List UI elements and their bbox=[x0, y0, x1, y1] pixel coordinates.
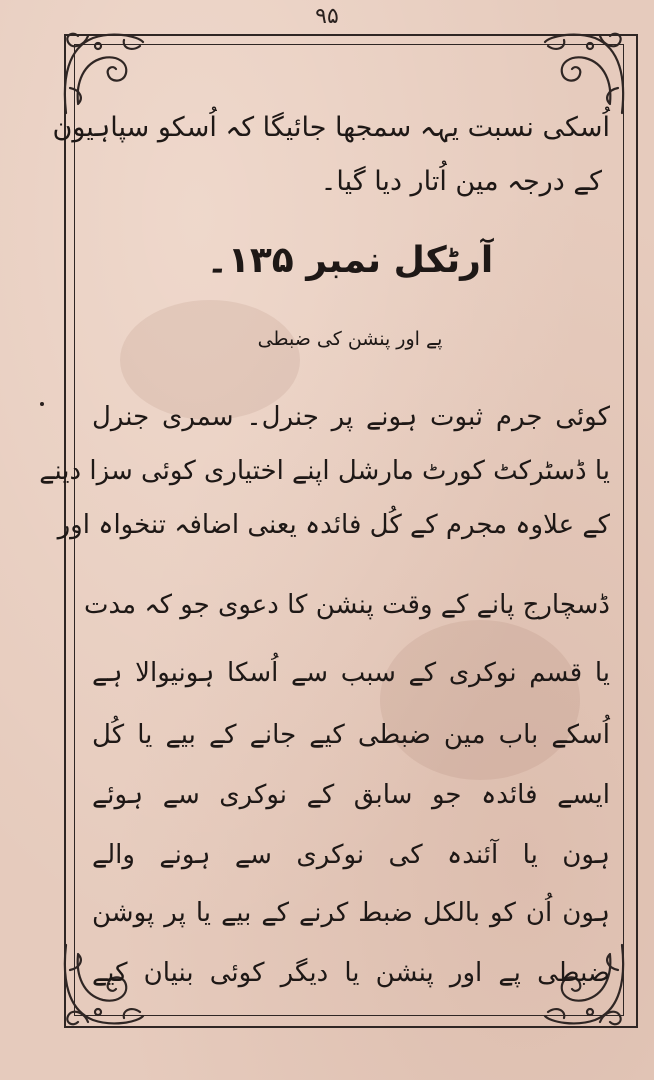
body-line: ہون یا آئندہ کی نوکری سے ہونے والے bbox=[92, 840, 610, 870]
body-line: ایسے فائدہ جو سابق کے نوکری سے ہوئے bbox=[92, 780, 610, 810]
body-line: کوئی جرم ثبوت ہونے پر جنرل۔ سمری جنرل bbox=[92, 402, 610, 432]
body-line: ڈسچارج پانے کے وقت پنشن کا دعوی جو کہ مدت bbox=[84, 590, 610, 620]
margin-mark bbox=[40, 402, 44, 406]
page-number: ۹۵ bbox=[315, 4, 339, 29]
body-line: ضبطی پے اور پنشن یا دیگر کوئی بنیان کیے bbox=[92, 958, 610, 988]
intro-line-1: اُسکی نسبت یہہ سمجھا جائیگا کہ اُسکو سپاہیون bbox=[52, 112, 610, 143]
body-line: ہون اُن کو بالکل ضبط کرنے کے بیے یا پر پوشن bbox=[92, 898, 610, 928]
body-line: یا ڈسٹرکٹ کورٹ مارشل اپنے اختیاری کوئی سزا دینے bbox=[39, 456, 610, 486]
body-line: اُسکے باب مین ضبطی کیے جانے کے بیے یا کُل bbox=[92, 720, 610, 750]
intro-line-2: کے درجہ مین اُتار دیا گیا۔ bbox=[320, 166, 602, 197]
article-heading: آرٹکل نمبر ۱۳۵۔ bbox=[206, 240, 494, 281]
article-subheading: پے اور پنشن کی ضبطی bbox=[257, 328, 443, 350]
body-line: یا قسم نوکری کے سبب سے اُسکا ہونیوالا ہے bbox=[92, 658, 610, 688]
body-line: کے علاوہ مجرم کے کُل فائدہ یعنی اضافہ تنخواہ اور bbox=[57, 510, 610, 540]
